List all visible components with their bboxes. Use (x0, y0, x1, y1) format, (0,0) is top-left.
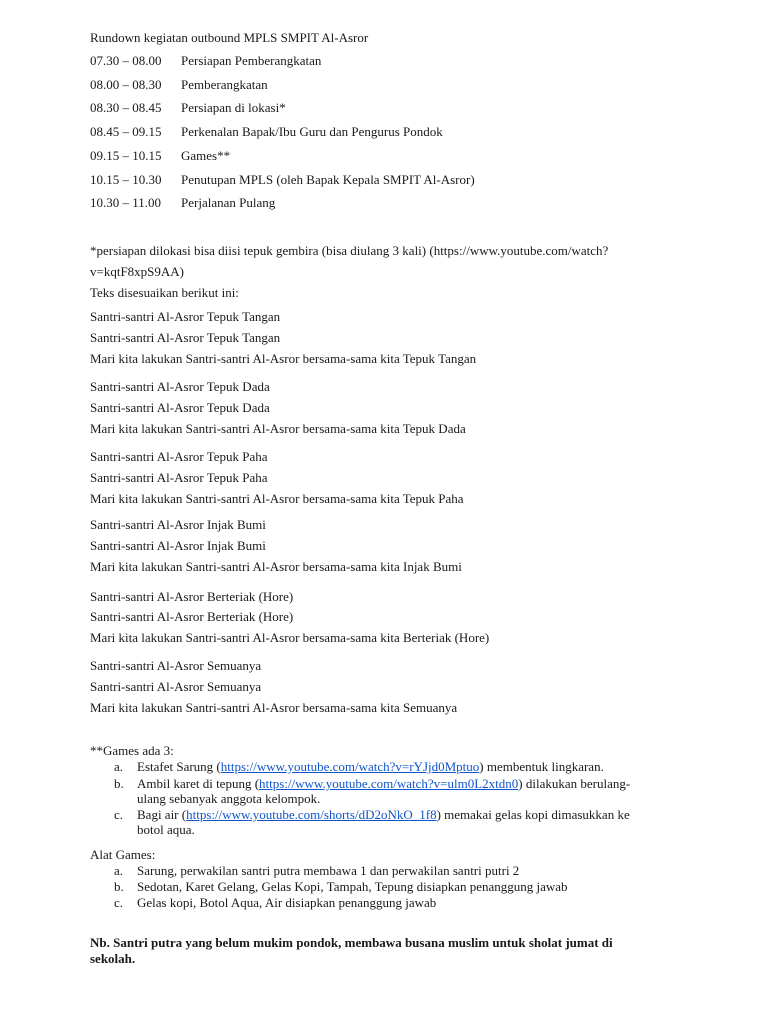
list-item-text: Bagi air ( (137, 807, 187, 822)
verse-line: Santri-santri Al-Asror Tepuk Tangan (90, 330, 281, 345)
youtube-link[interactable]: https://www.youtube.com/watch?v=rYJjd0Mptuo (220, 759, 480, 774)
schedule-time: 09.15 – 10.15 (90, 148, 162, 163)
verse-line: Santri-santri Al-Asror Injak Bumi (90, 538, 266, 553)
youtube-link[interactable]: https://www.youtube.com/watch?v=ulm0L2xtdn0 (259, 776, 519, 791)
note-line: v=kqtF8xpS9AA) (90, 264, 185, 279)
list-marker: a. (114, 759, 124, 774)
verse-line: Santri-santri Al-Asror Tepuk Dada (90, 379, 270, 394)
list-marker: c. (114, 807, 124, 822)
verse-line: Santri-santri Al-Asror Semuanya (90, 658, 262, 673)
schedule-time: 10.30 – 11.00 (90, 195, 162, 210)
verse-line: Santri-santri Al-Asror Tepuk Tangan (90, 309, 281, 324)
schedule-time: 10.15 – 10.30 (90, 172, 162, 187)
schedule-time: 08.00 – 08.30 (90, 77, 162, 92)
youtube-link[interactable]: https://www.youtube.com/shorts/dD2oNkO_1f8 (186, 807, 437, 822)
schedule-activity: Games** (181, 148, 231, 163)
verse-line: Mari kita lakukan Santri-santri Al-Asror bersama-sama kita Injak Bumi (90, 559, 462, 574)
list-item-continuation: ulang sebanyak anggota kelompok. (137, 791, 321, 806)
verse-line: Santri-santri Al-Asror Tepuk Paha (90, 449, 268, 464)
tools-heading: Alat Games: (90, 847, 156, 862)
note-line: *persiapan dilokasi bisa diisi tepuk gembira (bisa diulang 3 kali) (https://www.youtube.com/watch? (90, 243, 609, 258)
note-line: Teks disesuaikan berikut ini: (90, 285, 239, 300)
schedule-time: 07.30 – 08.00 (90, 53, 162, 68)
schedule-activity: Penutupan MPLS (oleh Bapak Kepala SMPIT Al-Asror) (181, 172, 475, 187)
list-marker: b. (114, 776, 124, 791)
verse-line: Santri-santri Al-Asror Tepuk Paha (90, 470, 268, 485)
list-marker: c. (114, 895, 124, 910)
list-item: Sarung, perwakilan santri putra membawa 1 dan perwakilan santri putri 2 (137, 863, 520, 878)
verse-line: Mari kita lakukan Santri-santri Al-Asror bersama-sama kita Tepuk Paha (90, 491, 464, 506)
list-item-continuation: botol aqua. (137, 822, 195, 837)
schedule-time: 08.30 – 08.45 (90, 100, 162, 115)
list-item: Sedotan, Karet Gelang, Gelas Kopi, Tampah, Tepung disiapkan penanggung jawab (137, 879, 568, 894)
schedule-activity: Perjalanan Pulang (181, 195, 276, 210)
verse-line: Santri-santri Al-Asror Berteriak (Hore) (90, 609, 294, 624)
list-item-text: ) membentuk lingkaran. (479, 759, 604, 774)
schedule-activity: Persiapan Pemberangkatan (181, 53, 322, 68)
footnote-line: Nb. Santri putra yang belum mukim pondok, membawa busana muslim untuk sholat jumat di (90, 935, 613, 950)
list-item (137, 807, 630, 823)
schedule-activity: Persiapan di lokasi* (181, 100, 286, 115)
footnote-line: sekolah. (90, 951, 136, 966)
verse-line: Santri-santri Al-Asror Tepuk Dada (90, 400, 270, 415)
games-heading: **Games ada 3: (90, 743, 174, 758)
verse-line: Santri-santri Al-Asror Berteriak (Hore) (90, 589, 294, 604)
list-item-text: ) dilakukan berulang- (518, 776, 631, 791)
list-item-text: Estafet Sarung ( (137, 759, 221, 774)
verse-line: Santri-santri Al-Asror Semuanya (90, 679, 262, 694)
schedule-activity: Perkenalan Bapak/Ibu Guru dan Pengurus Pondok (181, 124, 443, 139)
list-item (137, 759, 604, 775)
list-item-text: ) memakai gelas kopi dimasukkan ke (436, 807, 630, 822)
verse-line: Mari kita lakukan Santri-santri Al-Asror bersama-sama kita Tepuk Dada (90, 421, 466, 436)
list-marker: a. (114, 863, 124, 878)
document-title: Rundown kegiatan outbound MPLS SMPIT Al-Asror (90, 30, 369, 45)
verse-line: Mari kita lakukan Santri-santri Al-Asror bersama-sama kita Tepuk Tangan (90, 351, 477, 366)
list-item-text: Ambil karet di tepung ( (137, 776, 260, 791)
verse-line: Mari kita lakukan Santri-santri Al-Asror bersama-sama kita Semuanya (90, 700, 458, 715)
list-item (137, 776, 630, 792)
schedule-time: 08.45 – 09.15 (90, 124, 162, 139)
schedule-activity: Pemberangkatan (181, 77, 268, 92)
list-marker: b. (114, 879, 124, 894)
verse-line: Santri-santri Al-Asror Injak Bumi (90, 517, 266, 532)
list-item: Gelas kopi, Botol Aqua, Air disiapkan penanggung jawab (137, 895, 437, 910)
verse-line: Mari kita lakukan Santri-santri Al-Asror bersama-sama kita Berteriak (Hore) (90, 630, 490, 645)
